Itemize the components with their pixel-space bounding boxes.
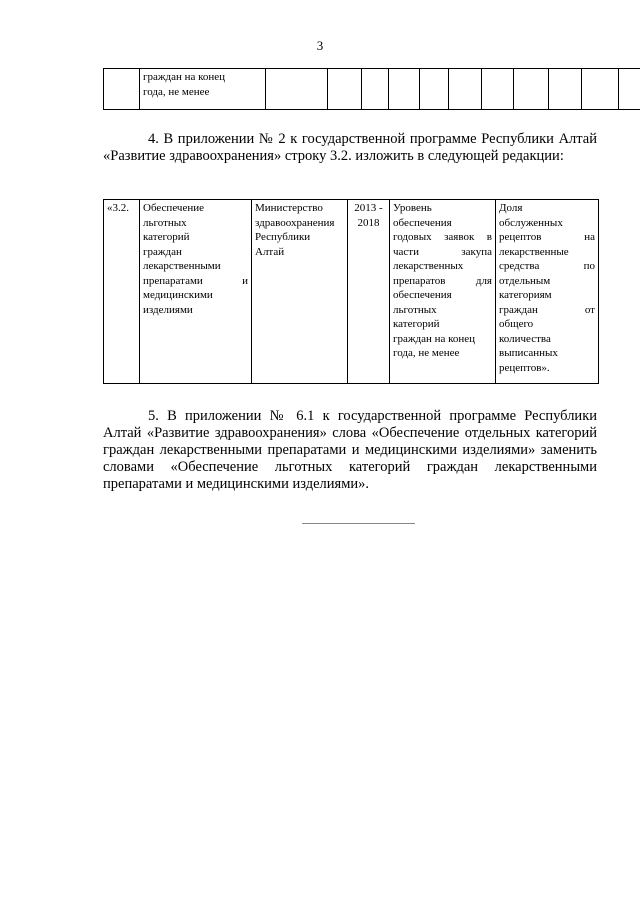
table-row	[104, 69, 640, 110]
cell-line: обеспечения	[393, 289, 452, 301]
cell-line: обслуженных	[499, 216, 563, 229]
cell-line: рецептов».	[499, 361, 550, 374]
cell-line: 2018	[357, 216, 380, 229]
table-row	[104, 200, 599, 384]
paragraph-5: 5. В приложении № 6.1 к государственной программе Республики Алтай «Развитие здравоохранения» слова «Обеспечение отдельных категорий граждан лекарственными препаратами и медицинскими изделиями» заменить словами «Обеспечение льготных категорий граждан лекарственными препаратами и медицинскими изделиями».	[103, 408, 597, 492]
cell-line: льготных	[393, 303, 437, 316]
cell-period	[348, 200, 390, 384]
cell-line: лекарственные	[499, 245, 569, 258]
cell-line: рецептов на	[499, 231, 595, 243]
cell-line: лекарственными	[143, 260, 221, 272]
cell-name	[140, 200, 252, 384]
cell-line: препаратов для	[393, 274, 492, 287]
cell-line: средства по	[499, 260, 595, 272]
divider-line	[302, 523, 415, 524]
cell-line: количества	[499, 332, 551, 345]
cell-line: года, не менее	[393, 347, 460, 359]
paragraph-4: 4. В приложении № 2 к государственной программе Республики Алтай «Развитие здравоохранения» строку 3.2. изложить в следующей редакции:	[103, 131, 597, 164]
cell-line: Министерство	[255, 202, 323, 214]
table-cell	[449, 69, 482, 110]
cell-line: года, не менее	[143, 85, 210, 98]
cell-line: лекарственных	[393, 260, 464, 272]
table-cell	[514, 69, 549, 110]
table-cell	[420, 69, 449, 110]
cell-line: Республики	[255, 231, 311, 243]
cell-line: граждан на конец	[143, 71, 226, 83]
table-cell	[389, 69, 420, 110]
table-cell	[619, 69, 640, 110]
cell-executor	[252, 200, 348, 384]
cell-line: граждан	[143, 245, 182, 258]
cell-line: категориям	[499, 289, 552, 301]
cell-line: Обеспечение	[143, 202, 204, 214]
cell-line: Доля	[499, 202, 523, 214]
table-continuation	[103, 68, 640, 110]
table-main	[103, 199, 599, 384]
table-cell	[362, 69, 389, 110]
cell-line: обеспечения	[393, 216, 452, 229]
cell-line: части закупа	[393, 245, 492, 258]
table-cell	[582, 69, 619, 110]
table-cell	[104, 69, 140, 110]
cell-line: медицинскими	[143, 289, 213, 301]
cell-line: 2013 -	[354, 202, 383, 214]
cell-line: граждан от	[499, 303, 595, 316]
cell-line: категорий	[393, 318, 440, 330]
cell-line: граждан на конец	[393, 332, 476, 345]
page-number: 3	[316, 38, 324, 53]
cell-line: Уровень	[393, 202, 432, 214]
cell-line: изделиями	[143, 303, 193, 316]
cell-line: льготных	[143, 216, 187, 229]
cell-line: общего	[499, 318, 534, 330]
cell-line: выписанных	[499, 347, 558, 359]
cell-indicator	[390, 200, 496, 384]
cell-number: «3.2.	[104, 200, 140, 384]
cell-target	[496, 200, 599, 384]
table-cell	[266, 69, 328, 110]
table-cell-indicator	[140, 69, 266, 110]
table-cell	[328, 69, 362, 110]
cell-line: отдельным	[499, 274, 551, 287]
cell-line: категорий	[143, 231, 190, 243]
table-cell	[549, 69, 582, 110]
cell-line: препаратами и	[143, 274, 248, 287]
table-cell	[482, 69, 514, 110]
cell-line: годовых заявок в	[393, 231, 492, 243]
cell-line: здравоохранения	[255, 216, 335, 229]
cell-line: Алтай	[255, 245, 285, 258]
